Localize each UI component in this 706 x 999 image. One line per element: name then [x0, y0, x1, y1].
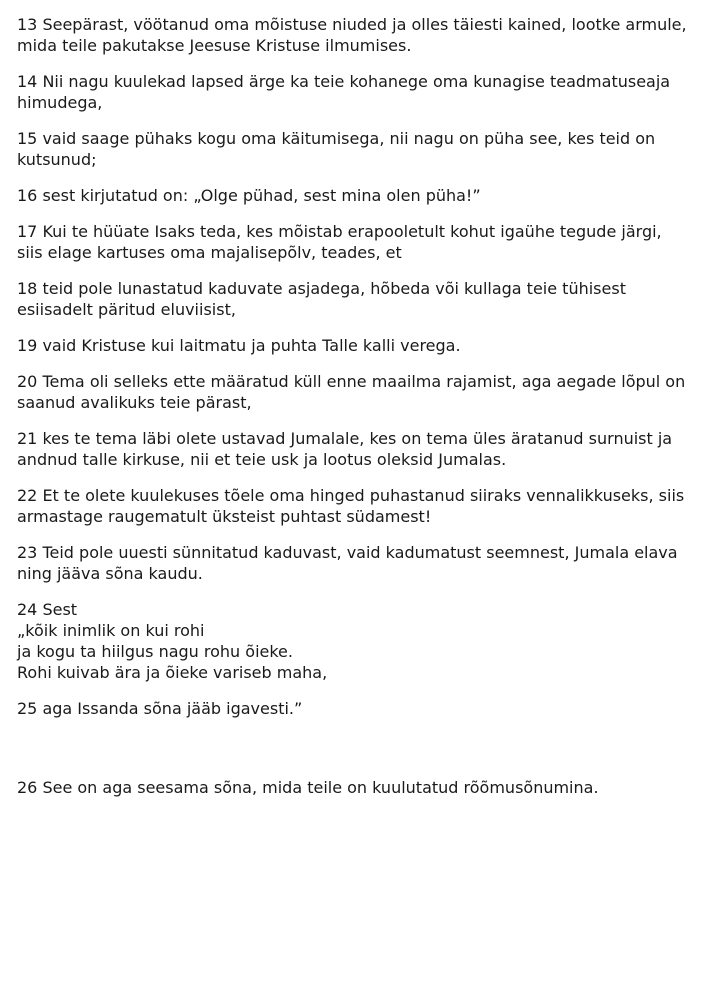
verse-22: 22 Et te olete kuulekuses tõele oma hinged puhastanud siiraks vennalikkuseks, siis armastage raugematult üksteist puhtast südamest!	[17, 486, 685, 526]
verse-21: 21 kes te tema läbi olete ustavad Jumalale, kes on tema üles äratanud surnuist ja andnud talle kirkuse, nii et teie usk ja lootus oleksid Jumalas.	[17, 429, 673, 469]
verse-20: 20 Tema oli selleks ette määratud küll enne maailma rajamist, aga aegade lõpul on saanud avalikuks teie pärast,	[17, 372, 686, 412]
verse-25: 25 aga Issanda sõna jääb igavesti.”	[17, 699, 303, 718]
verse-24: 24 Sest „kõik inimlik on kui rohi ja kogu ta hiilgus nagu rohu õieke. Rohi kuivab ära ja õieke variseb maha,	[17, 600, 328, 682]
verse-13: 13 Seepärast, vöötanud oma mõistuse niuded ja olles täiesti kained, lootke armule, mida teile pakutakse Jeesuse Kristuse ilmumises.	[17, 15, 687, 55]
verse-23: 23 Teid pole uuesti sünnitatud kaduvast, vaid kadumatust seemnest, Jumala elava ning jääva sõna kaudu.	[17, 543, 678, 583]
verse-15: 15 vaid saage pühaks kogu oma käitumisega, nii nagu on püha see, kes teid on kutsunud;	[17, 129, 656, 169]
verse-17: 17 Kui te hüüate Isaks teda, kes mõistab erapooletult kohut igaühe tegude järgi, siis elage kartuses oma majalisepõlv, teades, et	[17, 222, 662, 262]
verse-14: 14 Nii nagu kuulekad lapsed ärge ka teie kohanege oma kunagise teadmatuseaja himudega,	[17, 72, 671, 112]
verse-19: 19 vaid Kristuse kui laitmatu ja puhta Talle kalli verega.	[17, 336, 461, 355]
blank-gap	[17, 734, 697, 777]
verse-26: 26 See on aga seesama sõna, mida teile on kuulutatud rõõmusõnumina.	[17, 778, 599, 797]
scripture-text	[17, 14, 697, 813]
verse-18: 18 teid pole lunastatud kaduvate asjadega, hõbeda või kullaga teie tühisest esiisadelt päritud eluviisist,	[17, 279, 626, 319]
verse-16: 16 sest kirjutatud on: „Olge pühad, sest mina olen püha!”	[17, 186, 481, 205]
